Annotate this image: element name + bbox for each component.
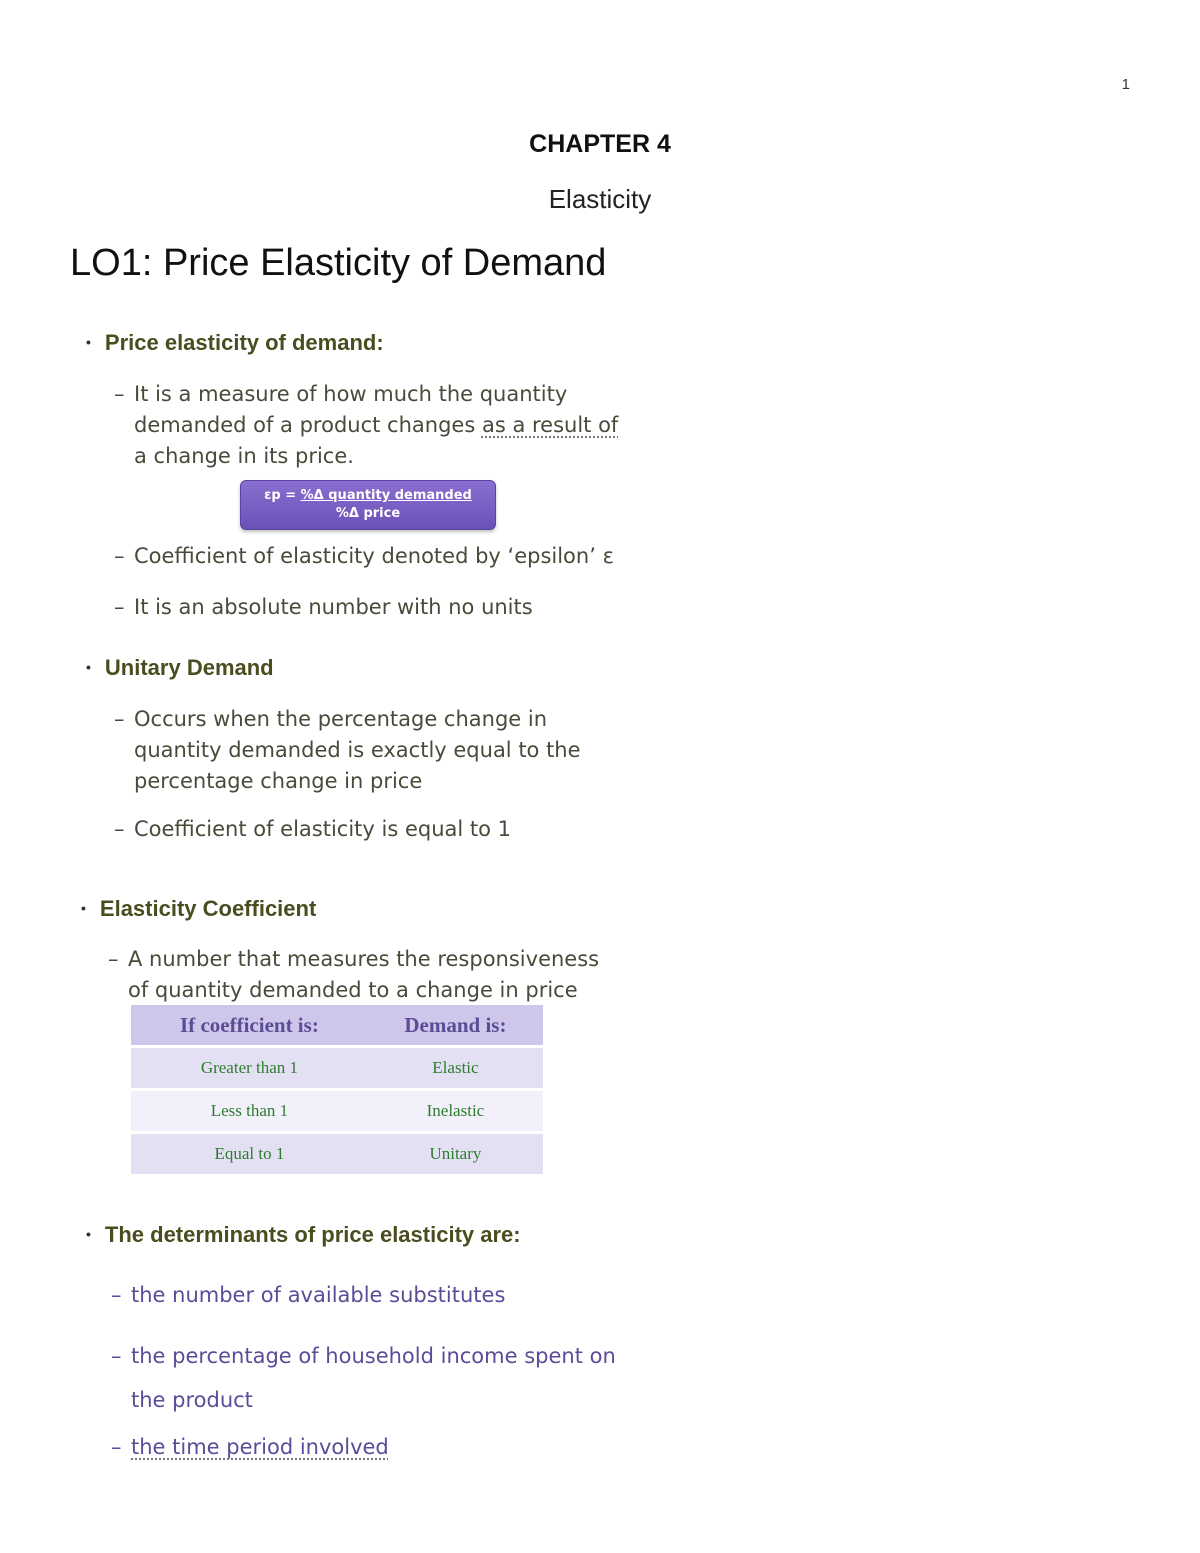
table-cell: Elastic — [368, 1047, 543, 1090]
dash-icon: – — [114, 595, 125, 619]
unitary-coefficient-item — [114, 814, 654, 845]
coefficient-epsilon-item — [114, 541, 654, 572]
bullet-price-elasticity-heading — [86, 330, 384, 356]
chapter-title: CHAPTER 4 — [529, 130, 671, 158]
table-header-cell: If coefficient is: — [131, 1005, 368, 1047]
bullet-heading-text: The determinants of price elasticity are: — [104, 1222, 521, 1247]
table-header-cell: Demand is: — [368, 1005, 543, 1047]
formula-numerator: %Δ quantity demanded — [300, 488, 472, 503]
dash-icon: – — [114, 382, 125, 406]
bullet-heading-text: Unitary Demand — [104, 655, 274, 680]
coefficient-epsilon-text: Coefficient of elasticity denoted by ‘epsilon’ ε — [134, 544, 614, 568]
section-heading: LO1: Price Elasticity of Demand — [70, 242, 607, 284]
unitary-coefficient-text: Coefficient of elasticity is equal to 1 — [134, 817, 512, 841]
table-cell: Greater than 1 — [131, 1047, 368, 1090]
dash-icon: – — [111, 1283, 122, 1307]
determinant-item-2-line-1: the percentage of household income spent on — [131, 1344, 616, 1368]
table-cell: Less than 1 — [131, 1090, 368, 1133]
table-cell: Inelastic — [368, 1090, 543, 1133]
bullet-coefficient-heading — [81, 896, 316, 922]
price-elasticity-definition — [114, 379, 654, 472]
definition-line-2-b: as a result of — [481, 413, 619, 437]
dash-icon: – — [108, 947, 119, 971]
formula-denominator: %Δ price — [335, 506, 401, 521]
determinant-item-2 — [111, 1334, 671, 1422]
bullet-determinants-heading — [86, 1222, 521, 1248]
chapter-subtitle: Elasticity — [548, 184, 652, 214]
determinant-item-2-line-2: the product — [131, 1388, 253, 1412]
coefficient-line-1: A number that measures the responsiveness — [128, 947, 600, 971]
elasticity-table — [131, 1005, 543, 1177]
definition-line-1: It is a measure of how much the quantity — [134, 382, 568, 406]
dash-icon: – — [114, 707, 125, 731]
page-number: 1 — [1121, 76, 1130, 93]
table-row — [131, 1090, 543, 1133]
absolute-number-item — [114, 592, 654, 623]
determinant-item-1-text: the number of available substitutes — [131, 1283, 506, 1307]
bullet-unitary-heading — [86, 655, 274, 681]
unitary-definition — [114, 704, 654, 797]
definition-line-3: a change in its price. — [134, 444, 354, 468]
unitary-line-2: quantity demanded is exactly equal to the — [134, 738, 581, 762]
dash-icon: – — [114, 817, 125, 841]
absolute-number-text: It is an absolute number with no units — [134, 595, 533, 619]
unitary-line-3: percentage change in price — [134, 769, 423, 793]
determinant-item-1 — [111, 1280, 671, 1311]
determinant-item-3 — [111, 1432, 671, 1463]
dash-icon: – — [114, 544, 125, 568]
unitary-line-1: Occurs when the percentage change in — [134, 707, 548, 731]
dash-icon: – — [111, 1344, 122, 1368]
bullet-heading-text: Elasticity Coefficient — [99, 896, 317, 921]
table-row — [131, 1047, 543, 1090]
formula-box — [240, 480, 496, 530]
bullet-icon: • — [86, 659, 91, 675]
formula-line-1 — [241, 488, 495, 503]
definition-line-2 — [134, 410, 654, 441]
bullet-icon: • — [81, 900, 86, 916]
table-header-row — [131, 1005, 543, 1047]
coefficient-definition — [108, 944, 648, 1006]
formula-prefix: εp = — [264, 488, 301, 503]
definition-line-2-a: demanded of a product changes — [134, 413, 482, 437]
coefficient-line-2: of quantity demanded to a change in price — [128, 978, 578, 1002]
bullet-icon: • — [86, 334, 91, 350]
table-row — [131, 1133, 543, 1176]
table-cell: Unitary — [368, 1133, 543, 1176]
dash-icon: – — [111, 1435, 122, 1459]
table-cell: Equal to 1 — [131, 1133, 368, 1176]
determinant-item-3-text: the time period involved — [131, 1435, 389, 1459]
bullet-heading-text: Price elasticity of demand: — [104, 330, 384, 355]
bullet-icon: • — [86, 1226, 91, 1242]
